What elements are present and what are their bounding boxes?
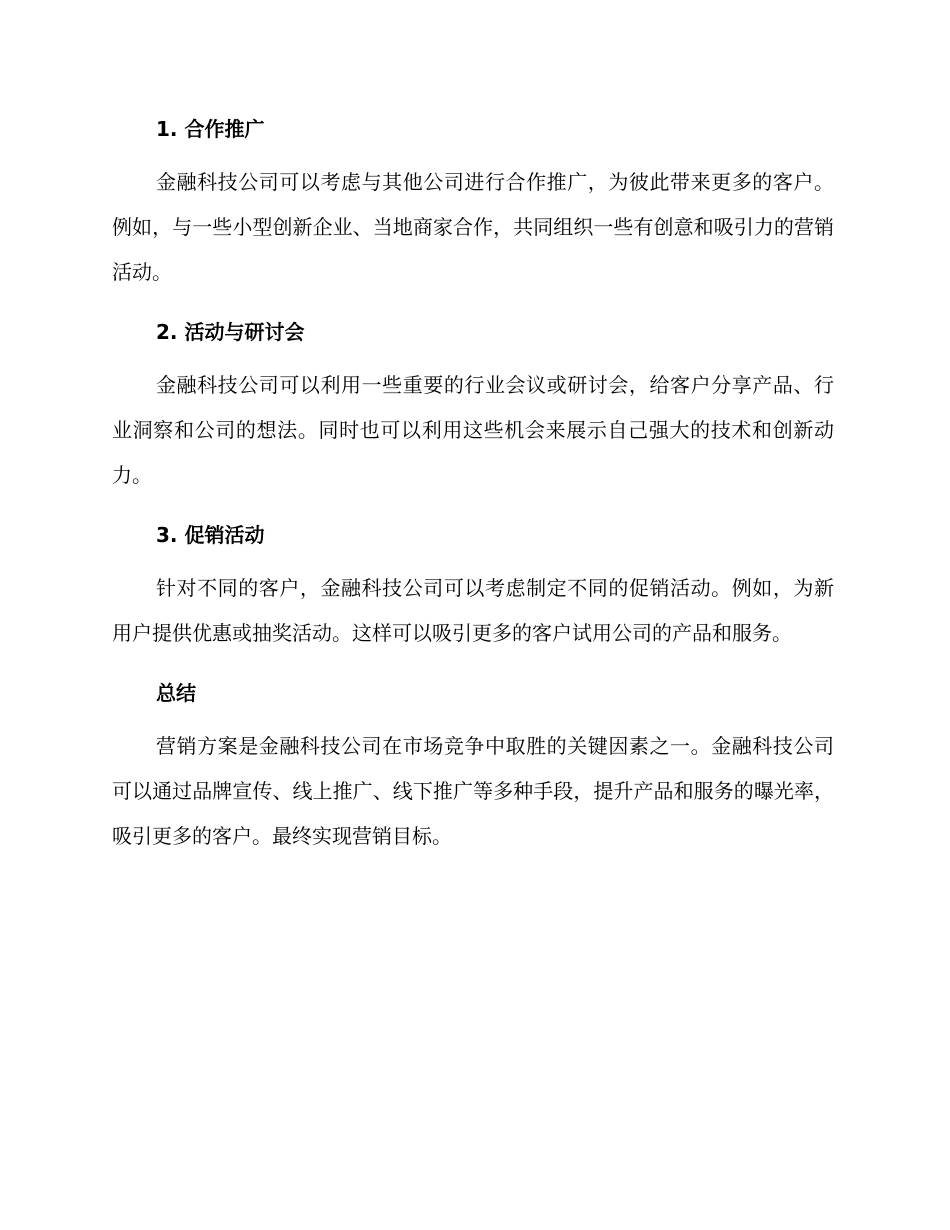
section-heading: 3. 促销活动 bbox=[156, 523, 265, 547]
section-summary bbox=[112, 670, 834, 859]
document-content bbox=[112, 106, 834, 873]
section-paragraph: 金融科技公司可以利用一些重要的行业会议或研讨会，给客户分享产品、行业洞察和公司的想法。同时也可以利用这些机会来展示自己强大的技术和创新动力。 bbox=[112, 373, 834, 487]
section-paragraph: 金融科技公司可以考虑与其他公司进行合作推广，为彼此带来更多的客户。例如，与一些小型创新企业、当地商家合作，共同组织一些有创意和吸引力的营销活动。 bbox=[112, 170, 834, 284]
section-heading: 2. 活动与研讨会 bbox=[156, 320, 305, 344]
section-cooperative-promotion bbox=[112, 106, 834, 295]
section-paragraph: 营销方案是金融科技公司在市场竞争中取胜的关键因素之一。金融科技公司可以通过品牌宣传、线上推广、线下推广等多种手段，提升产品和服务的曝光率，吸引更多的客户。最终实现营销目标。 bbox=[112, 734, 834, 848]
section-heading: 1. 合作推广 bbox=[156, 117, 265, 141]
section-promotions bbox=[112, 512, 834, 656]
section-heading: 总结 bbox=[156, 681, 196, 705]
section-paragraph: 针对不同的客户，金融科技公司可以考虑制定不同的促销活动。例如，为新用户提供优惠或抽奖活动。这样可以吸引更多的客户试用公司的产品和服务。 bbox=[112, 576, 834, 645]
section-events-seminars bbox=[112, 309, 834, 498]
